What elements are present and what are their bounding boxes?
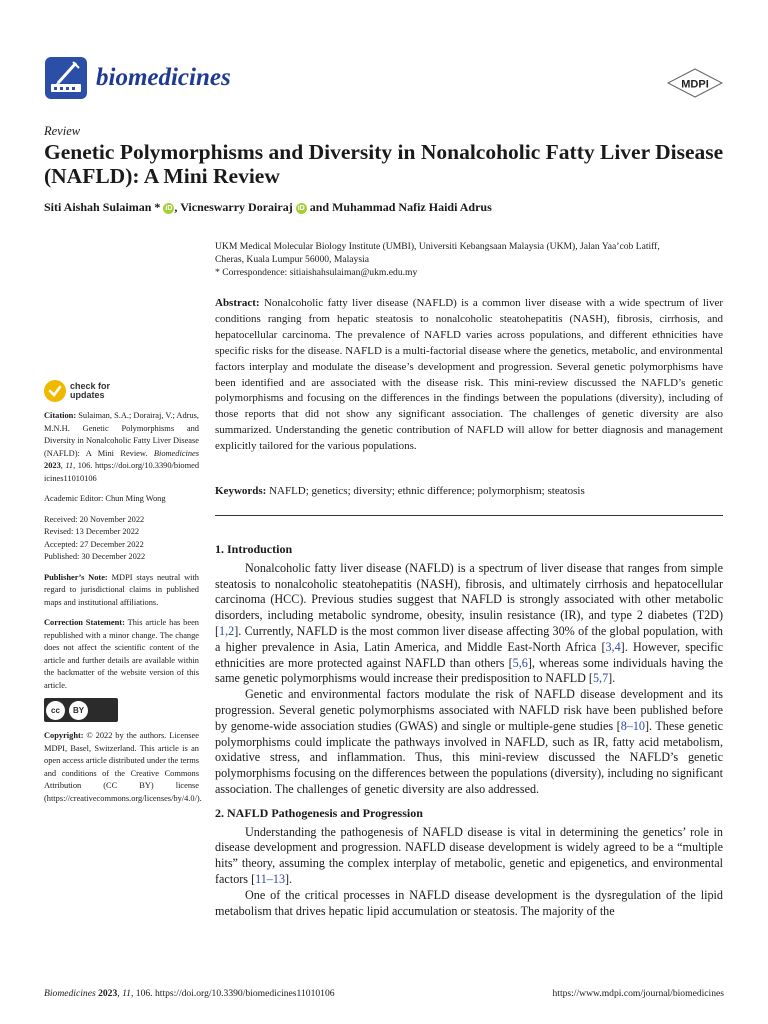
- citation-ref-link[interactable]: 1,2: [219, 623, 235, 638]
- orcid-icon[interactable]: iD: [297, 204, 305, 212]
- citation-label: Citation:: [44, 411, 77, 420]
- footer-journal-url[interactable]: https://www.mdpi.com/journal/biomedicines: [552, 988, 724, 999]
- citation: Citation: Sulaiman, S.A.; Dorairaj, V.; Adrus, M.N.H. Genetic Polymorphisms and Diversity in Nonalcoholic Fatty Liver Disease (NAFLD): A Mini Review. Biomedicines 2023, 11, 106. https://doi.org/10.3390/biomedicines11010106: [44, 411, 200, 483]
- citation-ref-link[interactable]: 5,7: [592, 671, 609, 686]
- keywords: [215, 484, 723, 499]
- journal-header: [44, 56, 724, 106]
- paragraph: Nonalcoholic fatty liver disease (NAFLD) is a spectrum of liver disease that ranges from simple steatosis to nonalcoholic steatohepatitis (NASH), fibrosis, and ultimately cirrhosis and hepatocellular carcinoma (HCC). Previous studies suggest that NAFLD is strongly associated with other metabolic disorders, including metabolic syndrome, obesity, insulin resistance (IR), and type 2 diabetes (T2D) [1,2]. Currently, NAFLD is the most common liver disease affecting 30% of the global population, with a higher prevalence in Asia, Latin America, and Middle East-North Africa [3,4]. However, specific ethnicities are more protected against NAFLD than others [5,6], whereas some individuals having the same genetic polymorphisms would increase their predisposition to NAFLD [5,7].: [215, 560, 723, 686]
- author-name[interactable]: Vicneswarry Dorairaj: [180, 200, 293, 214]
- publishers-note: Publisher’s Note: MDPI stays neutral with regard to jurisdictional claims in published maps and institutional affiliations.: [44, 572, 199, 607]
- affiliation-block: [215, 240, 725, 279]
- divider: [215, 515, 723, 516]
- affiliation-line: Cheras, Kuala Lumpur 56000, Malaysia: [215, 254, 369, 265]
- citation-ref-link[interactable]: 11–13: [255, 871, 286, 886]
- article-title: Genetic Polymorphisms and Diversity in Nonalcoholic Fatty Liver Disease (NAFLD): A Mini Review: [44, 140, 724, 188]
- correction-statement: Correction Statement: This article has been republished with a minor change. The change does not affect the scientific content of the article and further details are available within the backmatter of the website version of this article.: [44, 618, 199, 690]
- section-heading: 1. Introduction: [215, 542, 293, 556]
- corresponding-mark: *: [151, 200, 161, 214]
- author-name[interactable]: Siti Aishah Sulaiman: [44, 200, 152, 214]
- cc-by-license-badge[interactable]: [44, 698, 118, 722]
- paragraph: Genetic and environmental factors modulate the risk of NAFLD disease development and its progression. Several genetic polymorphisms associated with NAFLD risk have been published before by genome-wide association studies (GWAS) and single or multiple-gene studies [8–10]. These genetic polymorphisms could implicate the pathways involved in NAFLD, such as IR, fatty acid metabolism, oxidative stress, and inflammation. Thus, this mini-review discussed the NAFLD’s genetic polymorphisms focusing on the differences between the populations (diversity), including no significant association. The challenges of genetic diversity are also addressed.: [215, 687, 723, 796]
- paragraph: One of the critical processes in NAFLD disease development is the dysregulation of the lipid metabolism that drives hepatic lipid accumulation or steatosis. The majority of the: [215, 887, 723, 918]
- revised-date: Revised: 13 December 2022: [44, 527, 140, 536]
- article-type: Review: [44, 124, 81, 138]
- author-name[interactable]: Muhammad Nafiz Haidi Adrus: [332, 200, 492, 214]
- citation-doi-link[interactable]: https://doi.org/10.3390/biomedicines11010106: [44, 461, 200, 483]
- article-body: [215, 542, 723, 919]
- publisher-name: MDPI: [681, 78, 709, 91]
- academic-editor: Academic Editor: Chun Ming Wong: [44, 494, 166, 503]
- abstract: [215, 296, 723, 455]
- dates: [44, 514, 199, 564]
- journal-logo-icon: [44, 56, 88, 100]
- journal-name[interactable]: biomedicines: [96, 64, 231, 91]
- citation-ref-link[interactable]: 5,6: [512, 655, 528, 670]
- author-list: Siti Aishah Sulaiman * iD , Vicneswarry Dorairaj iD and Muhammad Nafiz Haidi Adrus: [44, 200, 492, 214]
- publisher-logo-icon: [666, 68, 724, 98]
- footer-doi-link[interactable]: , 106. https://doi.org/10.3390/biomedicines11010106: [130, 988, 335, 999]
- check-updates-label: check for updates: [70, 380, 111, 400]
- by-icon: BY: [69, 701, 88, 720]
- orcid-icon[interactable]: iD: [165, 204, 173, 212]
- check-updates-icon: [44, 380, 66, 402]
- abstract-label: Abstract:: [215, 297, 260, 309]
- keywords-text: NAFLD; genetics; diversity; ethnic difference; polymorphism; steatosis: [266, 485, 585, 497]
- cc-icon: cc: [46, 701, 65, 720]
- correspondence[interactable]: * Correspondence: sitiaishahsulaiman@ukm.edu.my: [215, 267, 418, 278]
- article-sidebar: [44, 378, 202, 813]
- keywords-label: Keywords:: [215, 485, 267, 497]
- published-date: Published: 30 December 2022: [44, 552, 146, 561]
- page-footer: [44, 988, 724, 999]
- footer-citation: Biomedicines 2023, 11, 106. https://doi.org/10.3390/biomedicines11010106: [44, 988, 335, 999]
- affiliation-line: UKM Medical Molecular Biology Institute (UMBI), Universiti Kebangsaan Malaysia (UKM), Jalan Yaa’cob Latiff,: [215, 241, 660, 252]
- abstract-text: Nonalcoholic fatty liver disease (NAFLD) is a common liver disease with a wide spectrum of liver conditions ranging from hepatic steatosis to nonalcoholic steatohepatitis (NASH), fibrosis, cirrhosis, and hepatocellular carcinoma. The prevalence of NAFLD varies across populations, and different ethnicities have specific risks for the disease. NAFLD is a multi-factorial disease where the genetics, metabolic, and environmental factors interplay and modulate the disease’s development and progression. Several genetic polymorphisms have been identified and are associated with the disease risk. This mini-review discussed the NAFLD’s genetic polymorphisms and focusing on the differences in the findings between the populations (diversity), including of those reports that did not show any significant association. The challenges of genetic diversity are also summarized. Understanding the genetic contribution of NAFLD will allow for better diagnosis and management explicitly tailored for the various populations.: [215, 297, 723, 453]
- citation-ref-link[interactable]: 8–10: [620, 718, 645, 733]
- paragraph: Understanding the pathogenesis of NAFLD disease is vital in determining the genetics’ role in disease development and progression. NAFLD disease development is widely agreed to be a “multiple hits” theory, assuming the complex interplay of metabolic, genetic and epigenetics, and environmental factors [11–13].: [215, 824, 723, 886]
- citation-ref-link[interactable]: 3,4: [605, 639, 621, 654]
- copyright: Copyright: © 2022 by the authors. Licensee MDPI, Basel, Switzerland. This article is an open access article distributed under the terms and conditions of the Creative Commons Attribution (CC BY) license (https://creativecommons.org/licenses/by/4.0/).: [44, 731, 202, 803]
- accepted-date: Accepted: 27 December 2022: [44, 539, 144, 549]
- section-heading: 2. NAFLD Pathogenesis and Progression: [215, 805, 423, 820]
- check-for-updates-button[interactable]: [44, 378, 199, 404]
- received-date: Received: 20 November 2022: [44, 514, 145, 524]
